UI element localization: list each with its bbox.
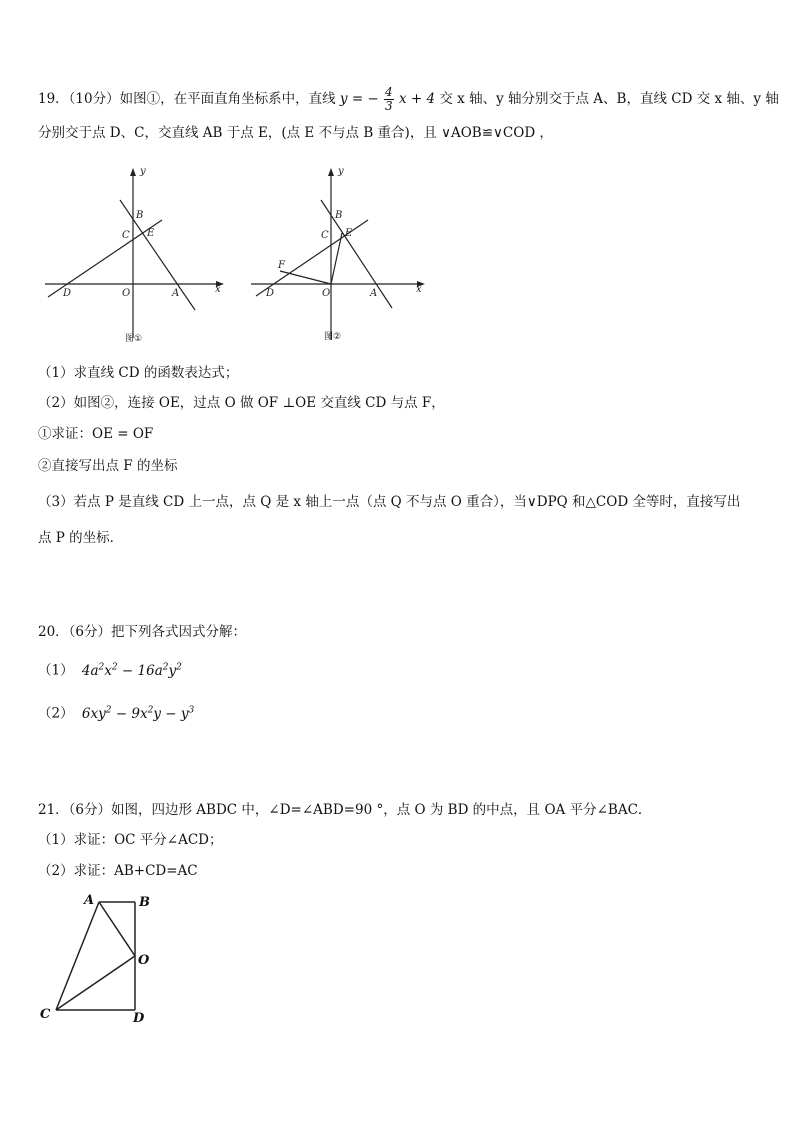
fig2-label-f: F (278, 260, 285, 271)
q21-figure (34, 888, 164, 1028)
q20-part2-number: （2） (38, 705, 74, 722)
q20-part1 (38, 657, 182, 681)
fig1-label-c: C (122, 230, 130, 241)
q19-fraction: $\frac{4}{3}$ (385, 85, 393, 113)
fig1-label-a: A (172, 288, 180, 299)
q19-part2: （2）如图②，连接 OE，过点 O 做 OF ⊥OE 交直线 CD 与点 F， (38, 395, 445, 411)
fig2-label-o: O (322, 288, 331, 299)
fig2-label-b: B (335, 210, 343, 221)
q19-line1-text-a: 19．（10分）如图①，在平面直角坐标系中，直线 (38, 91, 336, 107)
q19-part2-i: ①求证：OE = OF (38, 426, 154, 442)
q19-figure-1 (40, 160, 230, 345)
fig2-label-y: y (338, 166, 344, 177)
q21-part1: （1）求证：OC 平分∠ACD； (38, 832, 223, 848)
q19-line1-text-b: 交 x 轴、y 轴分别交于点 A、B，直线 CD 交 x 轴、y 轴 (439, 91, 779, 107)
q20-part2 (38, 700, 194, 724)
fig3-label-b: B (139, 895, 150, 910)
fig2-label-d: D (266, 288, 275, 299)
q19-part3-line1: （3）若点 P 是直线 CD 上一点，点 Q 是 x 轴上一点（点 Q 不与点 O 重合），当∨DPQ 和△COD 全等时，直接写出 (38, 494, 741, 510)
q20-part1-expression: $4a^2x^2 - 16a^2y^2$ (81, 662, 182, 679)
fig3-label-o: O (138, 953, 150, 968)
q19-line2: 分别交于点 D、C，交直线 AB 于点 E，(点 E 不与点 B 重合)，且 ∨AOB≌∨COD ， (38, 125, 553, 141)
q20-title: 20．（6分）把下列各式因式分解： (38, 624, 247, 640)
q20-part2-expression: $6xy^2 - 9x^2y - y^3$ (81, 705, 195, 722)
fig2-label-x: x (416, 284, 422, 295)
fig3-label-c: C (40, 1007, 51, 1022)
q19-part1: （1）求直线 CD 的函数表达式； (38, 365, 239, 381)
fig1-label-d: D (63, 288, 72, 299)
q21-part2: （2）求证：AB+CD=AC (38, 863, 198, 879)
fig1-label-b: B (136, 210, 144, 221)
q20-part1-number: （1） (38, 662, 74, 679)
fig1-label-o: O (122, 288, 131, 299)
q19-figure-2 (246, 160, 436, 345)
q19-part3-line2: 点 P 的坐标． (38, 530, 124, 546)
q19-part2-ii: ②直接写出点 F 的坐标 (38, 458, 178, 474)
fig1-label-y: y (140, 166, 146, 177)
fig2-label-e: E (345, 228, 353, 239)
fig1-caption: 图① (125, 334, 143, 344)
fig1-label-e: E (147, 228, 155, 239)
q19-equation-right: x + 4 (398, 91, 436, 107)
q21-title: 21．（6分）如图，四边形 ABDC 中，∠D=∠ABD=90 °，点 O 为 BD 的中点，且 OA 平分∠BAC． (38, 802, 652, 818)
fig3-label-d: D (133, 1011, 145, 1026)
fig2-label-c: C (321, 230, 329, 241)
q19-line1 (38, 86, 779, 113)
fig2-label-a: A (370, 288, 378, 299)
fig2-caption: 图② (324, 332, 342, 342)
fig1-label-x: x (215, 284, 221, 295)
fig3-label-a: A (84, 893, 95, 908)
q19-equation-left: y = − (339, 91, 379, 107)
